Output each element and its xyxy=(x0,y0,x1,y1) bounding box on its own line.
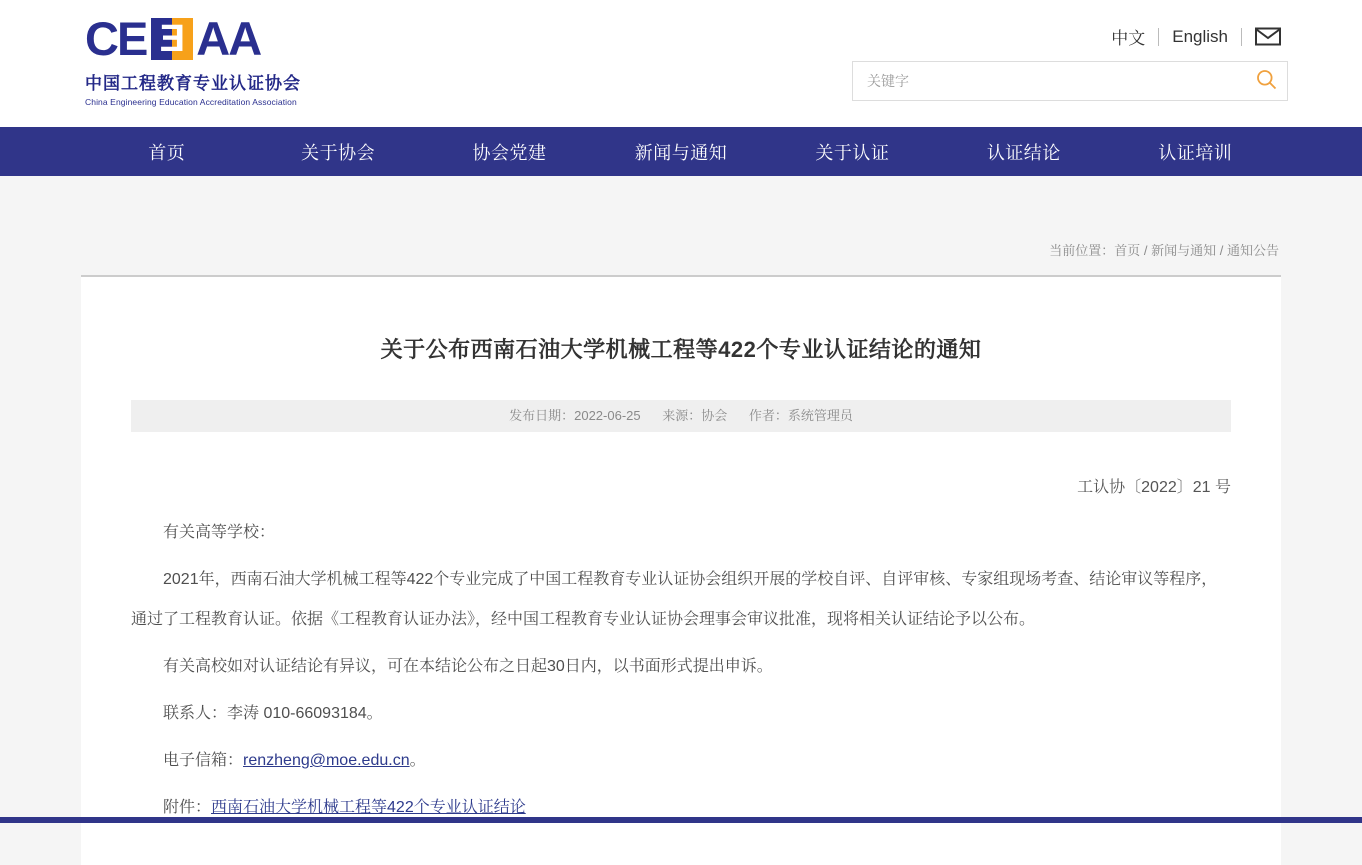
divider xyxy=(1158,28,1159,46)
search-input[interactable] xyxy=(853,62,1245,100)
salutation: 有关高等学校： xyxy=(163,524,276,541)
search-box xyxy=(852,61,1288,101)
article-meta-bar xyxy=(131,400,1231,432)
nav-item-about-association[interactable]: 关于协会 xyxy=(301,142,376,163)
nav-item-accreditation-training[interactable]: 认证培训 xyxy=(1158,142,1233,163)
search-icon xyxy=(1256,69,1277,93)
article-body xyxy=(81,513,1281,828)
logo-name-chinese: 中国工程教育专业认证协会 xyxy=(85,74,301,93)
breadcrumb-separator: / xyxy=(1143,243,1148,258)
nav-item-party-building[interactable]: 协会党建 xyxy=(472,142,547,163)
logo-letters-aa: AA xyxy=(196,12,261,65)
footer-strip xyxy=(0,817,1362,823)
lang-chinese-link[interactable]: 中文 xyxy=(1111,29,1146,48)
ceeaa-logo[interactable] xyxy=(85,13,301,107)
paragraph-announcement: 2021年，西南石油大学机械工程等422个专业完成了中国工程教育专业认证协会组织开展的学校自评、自评审核、专家组现场考查、结论审议等程序，通过了工程教育认证。依据《工程教育认证办法》，经中国工程教育专业认证协会理事会审议批准，现将相关认证结论予以公布。 xyxy=(131,571,1218,628)
attachment-label: 附件： xyxy=(163,799,212,816)
attachment-link[interactable]: 西南石油大学机械工程等422个专业认证结论 xyxy=(211,799,526,816)
search-button[interactable] xyxy=(1245,62,1287,100)
logo-tile-icon: Ǝ xyxy=(151,18,193,60)
paragraph-appeal: 有关高校如对认证结论有异议，可在本结论公布之日起30日内，以书面形式提出申诉。 xyxy=(163,658,773,675)
email-label: 电子信箱： xyxy=(163,752,244,769)
page-title: 关于公布西南石油大学机械工程等422个专业认证结论的通知 xyxy=(380,337,982,362)
breadcrumb xyxy=(81,176,1281,275)
breadcrumb-news[interactable]: 新闻与通知 xyxy=(1151,243,1217,258)
breadcrumb-home[interactable]: 首页 xyxy=(1114,243,1141,258)
nav-item-about-accreditation[interactable]: 关于认证 xyxy=(815,142,890,163)
email-suffix: 。 xyxy=(409,752,426,769)
divider xyxy=(1241,28,1242,46)
breadcrumb-label: 当前位置： xyxy=(1049,243,1115,258)
breadcrumb-notices[interactable]: 通知公告 xyxy=(1226,243,1279,258)
nav-item-news-notices[interactable]: 新闻与通知 xyxy=(634,142,728,163)
site-header xyxy=(0,0,1362,127)
meta-author: 作者：系统管理员 xyxy=(748,408,853,423)
language-bar xyxy=(1111,24,1281,49)
meta-source: 来源：协会 xyxy=(662,408,728,423)
main-navigation xyxy=(0,127,1362,176)
nav-item-home[interactable]: 首页 xyxy=(148,142,186,163)
breadcrumb-separator: / xyxy=(1219,243,1224,258)
lang-english-link[interactable]: English xyxy=(1172,26,1228,46)
logo-letters-ce: CE xyxy=(85,12,147,65)
article-card xyxy=(81,275,1281,865)
paragraph-contact: 联系人：李涛 010-66093184。 xyxy=(163,705,383,722)
logo-wordmark xyxy=(85,13,301,65)
logo-name-english: China Engineering Education Accreditation Association xyxy=(85,97,297,107)
nav-item-accreditation-results[interactable]: 认证结论 xyxy=(986,142,1061,163)
mail-icon[interactable] xyxy=(1255,27,1281,46)
email-link[interactable]: renzheng@moe.edu.cn xyxy=(243,752,410,769)
meta-publish-date: 发布日期：2022-06-25 xyxy=(509,408,641,423)
paragraph-email xyxy=(131,741,1231,781)
document-number: 工认协〔2022〕21 号 xyxy=(1077,479,1231,496)
